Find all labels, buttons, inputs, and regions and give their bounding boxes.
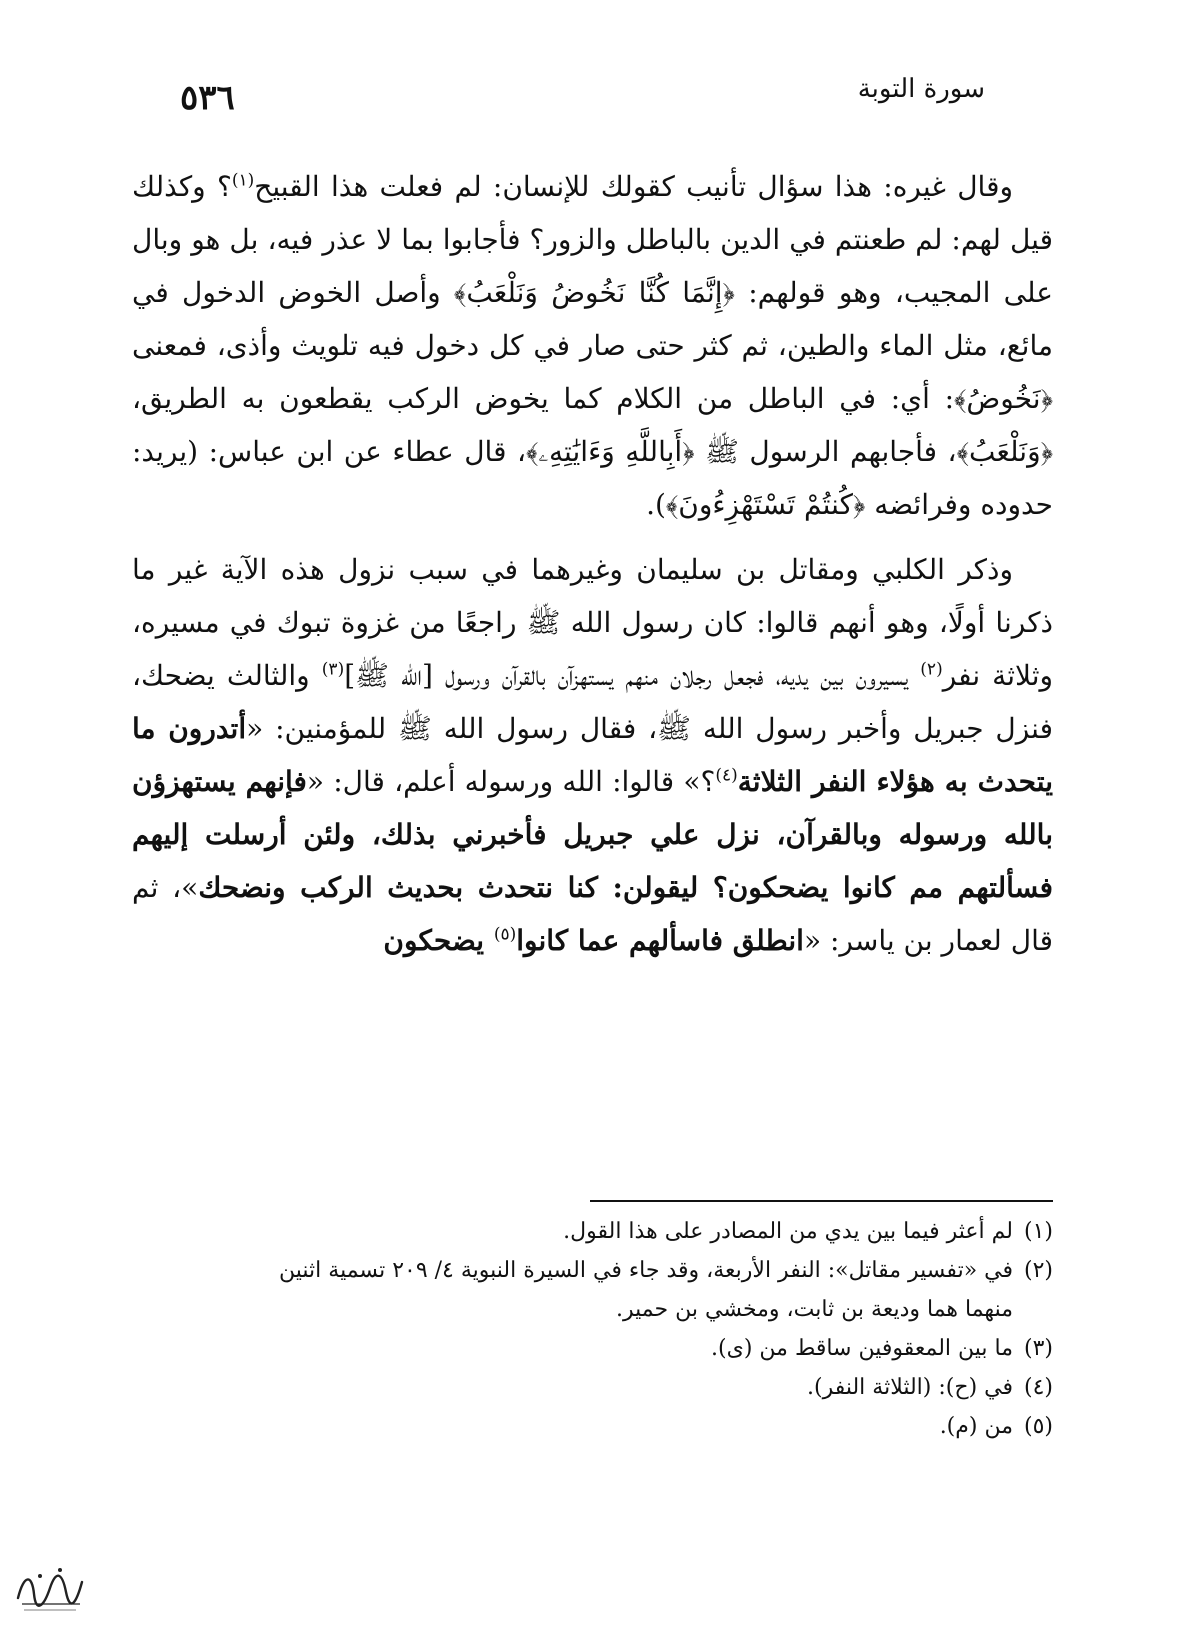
hadith-quote-1: أتدرون ما يتحدث به هؤلاء النفر الثلاثة <box>132 712 1053 798</box>
footnote-ref-4: (٤) <box>715 765 738 786</box>
footnote-4: (٤)في (ح): (الثلاثة النفر). <box>807 1375 1053 1400</box>
hadith-quote-3b: يضحكون <box>383 924 494 957</box>
paragraph-1: وقال غيره: هذا سؤال تأنيب كقولك للإنسان: لم فعلت هذا القبيح$^{(١)}$؟ وكذلك قيل لهم: لم طعنتم في الدين بالباطل والزور؟ فأجابوا بما لا عذر فيه، بل هو وبال على المجيب، وهو قولهم: ﴿إِنَّمَا كُنَّا نَخُوضُ وَنَلْعَبُ﴾ وأصل الخوض الدخول في مائع، مثل الماء والطين، ثم كثر حتى صار في كل دخول فيه تلويث وأذى، فمعنى ﴿نَخُوضُ﴾: أي: في الباطل من الكلام كما يخوض الركب يقطعون به الطريق، ﴿وَنَلْعَبُ﴾، فأجابهم الرسول ﷺ ﴿أَبِاللَّهِ وَءَايَٰتِهِۦ﴾، قال عطاء عن ابن عباس: (يريد: حدوده وفرائضه ﴿كُنتُمْ تَسْتَهْزِءُونَ﴾). <box>132 170 1053 521</box>
footnotes <box>110 1212 1053 1446</box>
hadith-quote-2: فإنهم يستهزؤن بالله ورسوله وبالقرآن، نزل علي جبريل فأخبرني بذلك، ولئن أرسلت إليهم فسألتهم مم كانوا يضحكون؟ ليقولن: كنا نتحدث بحديث الركب ونضحك <box>132 765 1053 904</box>
page-number: ٥٣٦ <box>180 78 235 118</box>
footnote-1: (١)لم أعثر فيما بين يدي من المصادر على هذا القول. <box>563 1219 1053 1244</box>
footnote-ref-2: (٢) <box>920 659 943 680</box>
surah-title: سورة التوبة <box>857 74 985 104</box>
footnote-ref-3: (٣) <box>321 659 345 680</box>
main-text <box>132 160 1053 967</box>
page-header <box>180 72 1005 122</box>
publisher-logo <box>10 1560 90 1615</box>
footnote-divider <box>590 1200 1053 1202</box>
footnote-2: (٢)في «تفسير مقاتل»: النفر الأربعة، وقد جاء في السيرة النبوية ٤/ ٢٠٩ تسمية اثنين <box>279 1258 1053 1283</box>
hadith-quote-3: انطلق فاسألهم عما كانوا <box>516 924 804 957</box>
footnote-2-continuation: منهما هما وديعة بن ثابت، ومخشي بن حمير. <box>616 1297 1013 1322</box>
footnote-ref-1: (١) <box>231 170 255 191</box>
footnote-3: (٣)ما بين المعقوفين ساقط من (ى). <box>711 1336 1053 1361</box>
paragraph-2: وذكر الكلبي ومقاتل بن سليمان وغيرهما في سبب نزول هذه الآية غير ما ذكرنا أولًا، وهو أنهم قالوا: كان رسول الله ﷺ راجعًا من غزوة تبوك في مسيره، وثلاثة نفر$^{(٢)}$ يسيرون بين يديه، فجعل رجلان منهم يستهزآن بالقرآن ورسول [الله ﷺ]$^{(٣)}$ والثالث يضحك، فنزل جبريل وأخبر رسول الله ﷺ، فقال رسول الله ﷺ للمؤمنين: «أتدرون ما يتحدث به هؤلاء النفر الثلاثة$^{(٤)}$؟» قالوا: الله ورسوله أعلم، قال: «فإنهم يستهزؤن بالله ورسوله وبالقرآن، نزل علي جبريل فأخبرني بذلك، ولئن أرسلت إليهم فسألتهم مم كانوا يضحكون؟ ليقولن: كنا نتحدث بحديث الركب ونضحك»، ثم قال لعمار بن ياسر: «انطلق فاسألهم عما كانوا$^{(٥)}$ يضحكون <box>132 553 1054 957</box>
footnote-ref-5: (٥) <box>493 924 517 945</box>
footnote-5: (٥)من (م). <box>939 1414 1053 1439</box>
